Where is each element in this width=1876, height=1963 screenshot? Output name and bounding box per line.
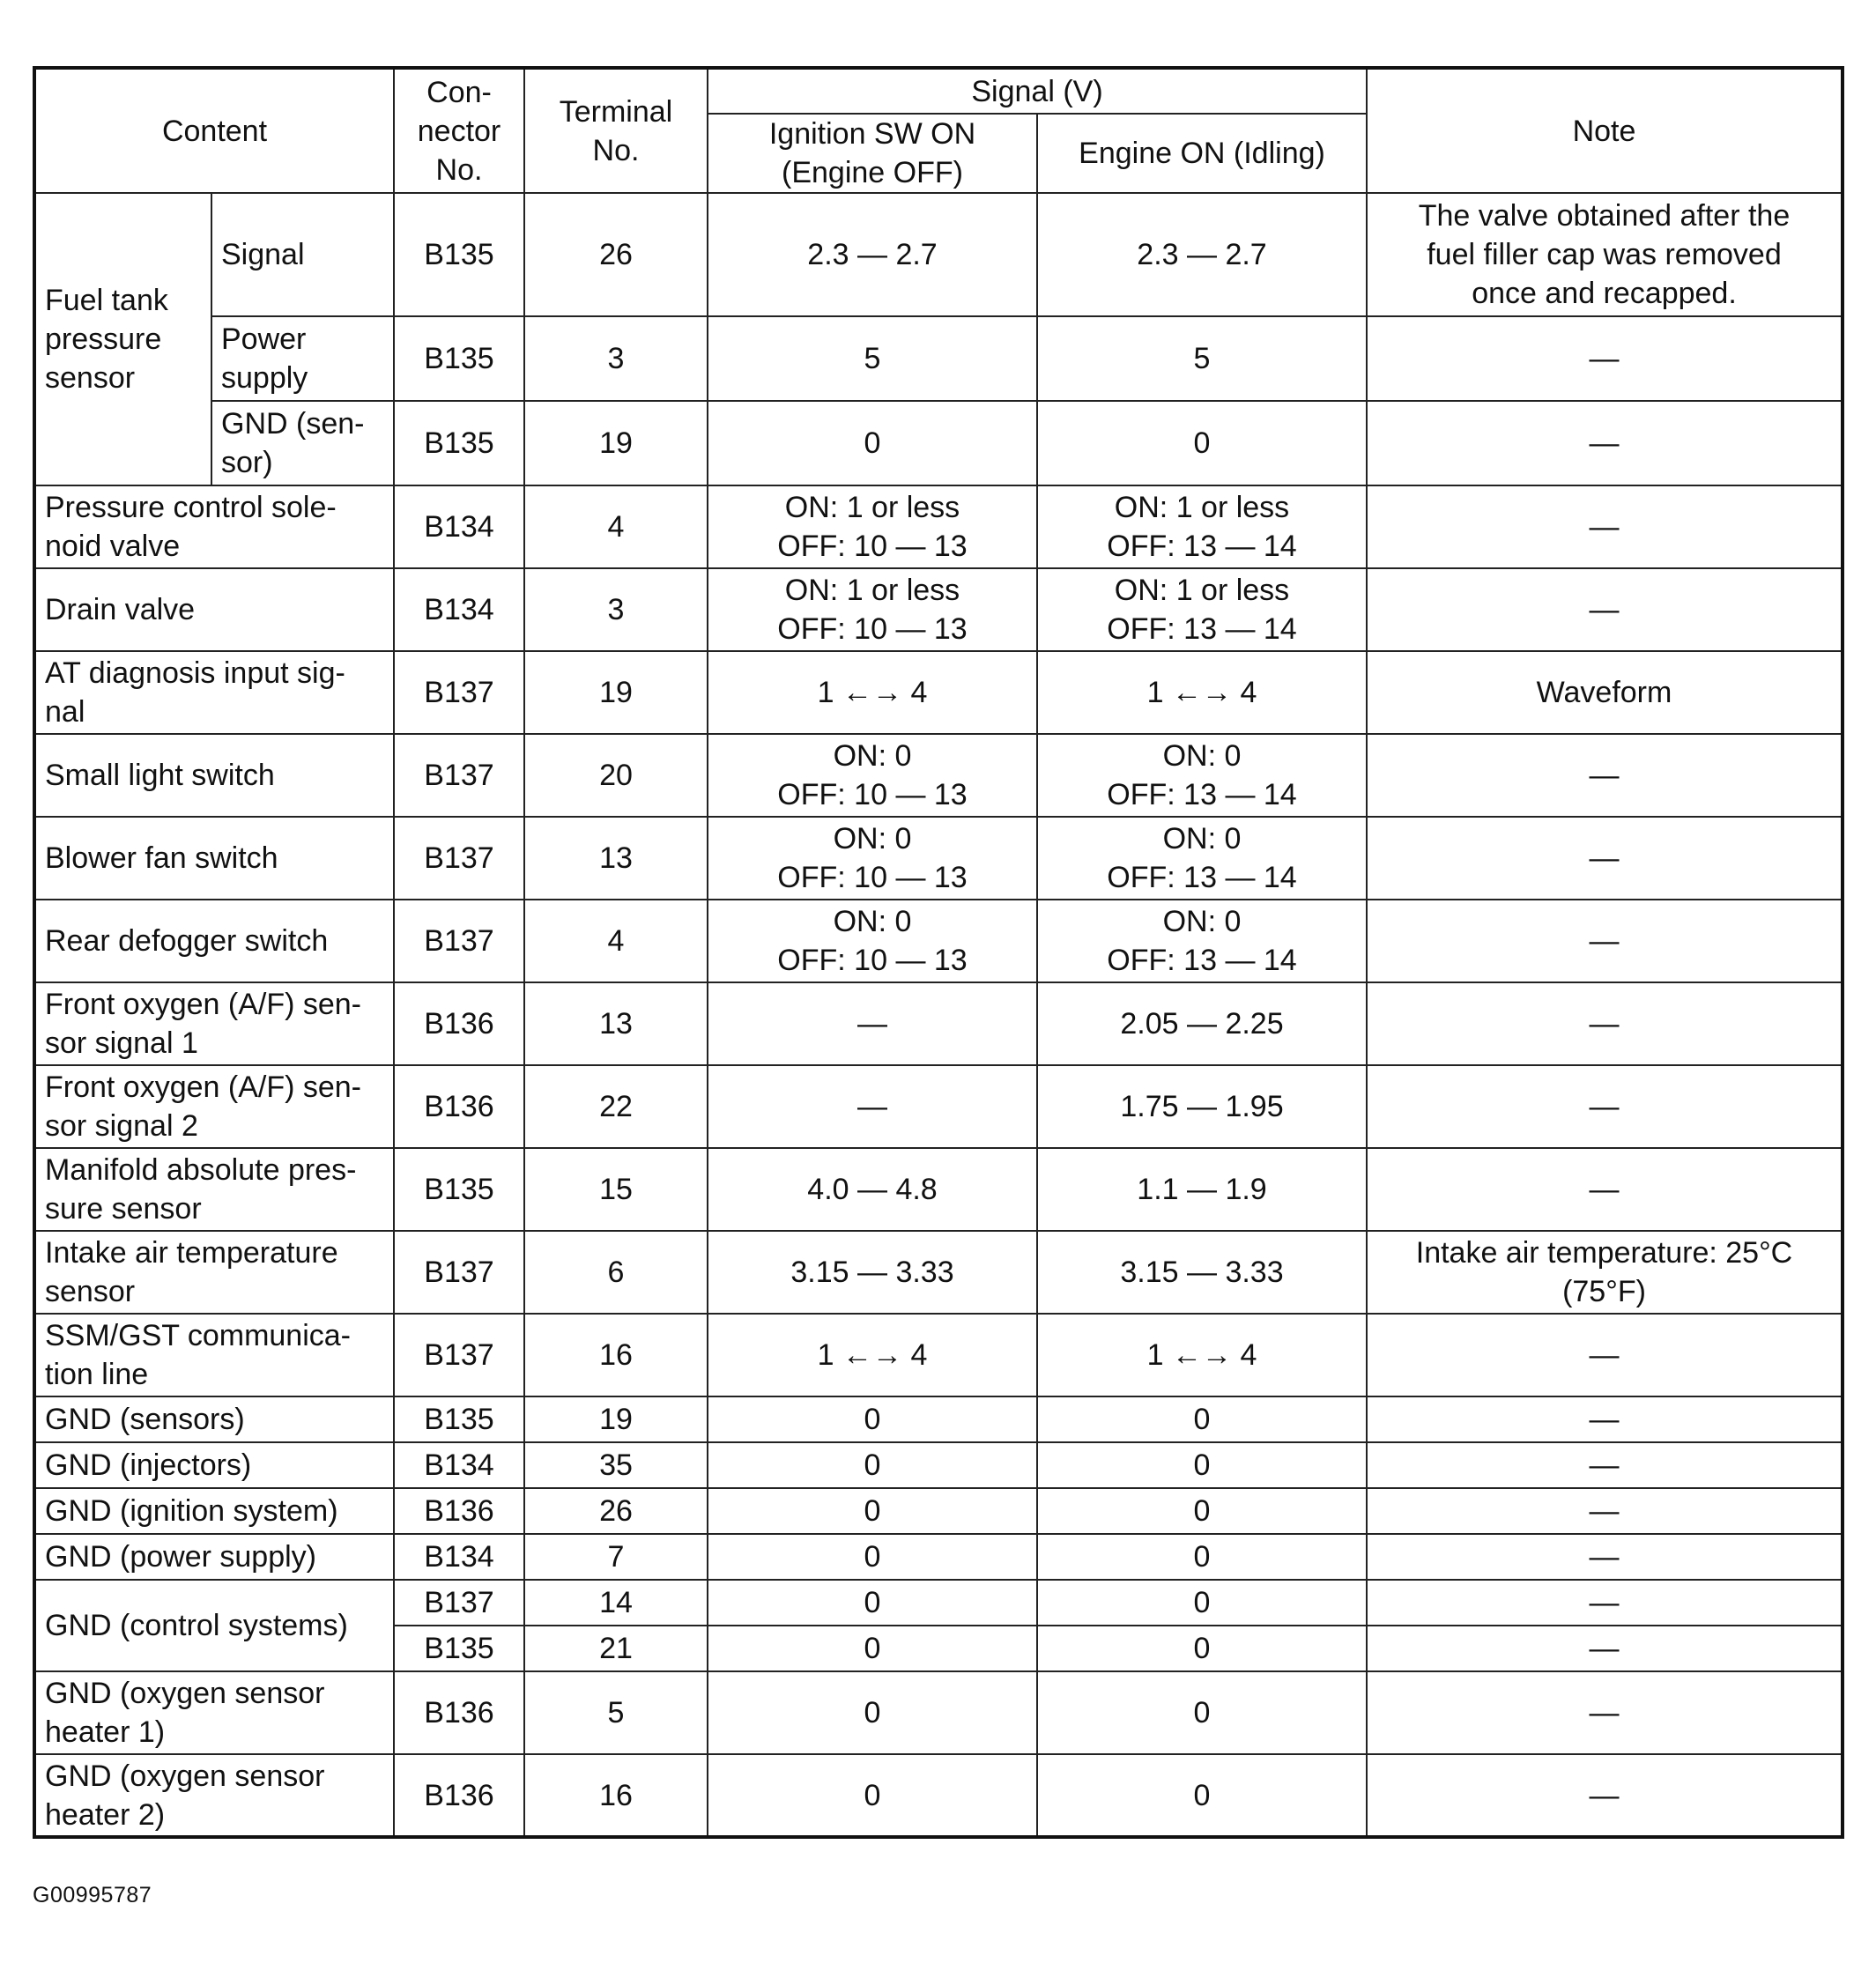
table-row [34, 1148, 1843, 1231]
connector-cell: B136 [394, 982, 524, 1065]
terminal-cell: 20 [524, 734, 708, 817]
header-connector-no: Con- nector No. [394, 68, 524, 193]
engine-signal-cell: 0 [1037, 1396, 1367, 1442]
terminal-cell: 7 [524, 1534, 708, 1580]
terminal-cell: 19 [524, 401, 708, 485]
sub-content: GND (sen- sor) [211, 401, 394, 485]
note-cell: — [1367, 900, 1843, 982]
table-row [34, 1231, 1843, 1314]
table-row [34, 1065, 1843, 1148]
connector-cell: B135 [394, 316, 524, 401]
note-cell: — [1367, 1396, 1843, 1442]
note-cell: — [1367, 1580, 1843, 1626]
ignition-signal-cell: 1 ←→ 4 [708, 651, 1037, 734]
header-ignition-on: Ignition SW ON (Engine OFF) [708, 114, 1037, 193]
note-cell: — [1367, 734, 1843, 817]
ignition-signal-cell: 2.3 — 2.7 [708, 193, 1037, 316]
engine-signal-cell: 1 ←→ 4 [1037, 651, 1367, 734]
terminal-cell: 16 [524, 1314, 708, 1396]
ignition-signal-cell: ON: 0 OFF: 10 — 13 [708, 900, 1037, 982]
engine-signal-cell: 2.05 — 2.25 [1037, 982, 1367, 1065]
note-cell: — [1367, 316, 1843, 401]
ignition-signal-cell: 0 [708, 1488, 1037, 1534]
ignition-signal-cell: 0 [708, 1626, 1037, 1671]
terminal-cell: 22 [524, 1065, 708, 1148]
engine-signal-cell: ON: 0 OFF: 13 — 14 [1037, 734, 1367, 817]
terminal-signal-table [33, 66, 1844, 1839]
connector-cell: B136 [394, 1754, 524, 1837]
table-row [34, 1534, 1843, 1580]
content-cell: GND (oxygen sensor heater 1) [34, 1671, 394, 1754]
engine-signal-cell: 0 [1037, 1442, 1367, 1488]
connector-cell: B134 [394, 568, 524, 651]
table-row [34, 193, 1843, 316]
engine-signal-cell: 0 [1037, 1534, 1367, 1580]
header-signal: Signal (V) [708, 68, 1367, 114]
engine-signal-cell: 5 [1037, 316, 1367, 401]
engine-signal-cell: 0 [1037, 1754, 1367, 1837]
terminal-cell: 13 [524, 982, 708, 1065]
terminal-cell: 21 [524, 1626, 708, 1671]
terminal-cell: 26 [524, 193, 708, 316]
table-row [34, 316, 1843, 401]
ignition-signal-cell: 5 [708, 316, 1037, 401]
note-cell: — [1367, 401, 1843, 485]
terminal-cell: 26 [524, 1488, 708, 1534]
header-engine-on: Engine ON (Idling) [1037, 114, 1367, 193]
note-cell: — [1367, 982, 1843, 1065]
engine-signal-cell: ON: 1 or less OFF: 13 — 14 [1037, 485, 1367, 568]
ignition-signal-cell: ON: 1 or less OFF: 10 — 13 [708, 485, 1037, 568]
content-cell: GND (injectors) [34, 1442, 394, 1488]
connector-cell: B136 [394, 1065, 524, 1148]
note-cell: — [1367, 1534, 1843, 1580]
table-row [34, 401, 1843, 485]
connector-cell: B135 [394, 1396, 524, 1442]
terminal-cell: 6 [524, 1231, 708, 1314]
engine-signal-cell: 0 [1037, 1580, 1367, 1626]
engine-signal-cell: 0 [1037, 401, 1367, 485]
ignition-signal-cell: 0 [708, 1580, 1037, 1626]
terminal-cell: 4 [524, 900, 708, 982]
ignition-signal-cell: — [708, 1065, 1037, 1148]
engine-signal-cell: 1 ←→ 4 [1037, 1314, 1367, 1396]
fuel-tank-group-label: Fuel tank pressure sensor [34, 193, 211, 485]
main-rows [34, 485, 1843, 1396]
table-row [34, 1671, 1843, 1754]
table-row [34, 734, 1843, 817]
note-cell: — [1367, 1148, 1843, 1231]
connector-cell: B137 [394, 900, 524, 982]
engine-signal-cell: 3.15 — 3.33 [1037, 1231, 1367, 1314]
table-row [34, 485, 1843, 568]
note-cell: — [1367, 1065, 1843, 1148]
ignition-signal-cell: ON: 1 or less OFF: 10 — 13 [708, 568, 1037, 651]
engine-signal-cell: 0 [1037, 1671, 1367, 1754]
content-cell: Rear defogger switch [34, 900, 394, 982]
terminal-cell: 15 [524, 1148, 708, 1231]
engine-signal-cell: 1.75 — 1.95 [1037, 1065, 1367, 1148]
figure-id: G00995787 [33, 1883, 152, 1907]
content-cell: Small light switch [34, 734, 394, 817]
connector-cell: B135 [394, 401, 524, 485]
terminal-cell: 5 [524, 1671, 708, 1754]
note-cell: — [1367, 1754, 1843, 1837]
terminal-cell: 35 [524, 1442, 708, 1488]
connector-cell: B137 [394, 817, 524, 900]
engine-signal-cell: ON: 0 OFF: 13 — 14 [1037, 817, 1367, 900]
note-cell: — [1367, 1488, 1843, 1534]
connector-cell: B134 [394, 1442, 524, 1488]
table-row [34, 1442, 1843, 1488]
ignition-signal-cell: 3.15 — 3.33 [708, 1231, 1037, 1314]
table-row [34, 1488, 1843, 1534]
content-cell: AT diagnosis input sig- nal [34, 651, 394, 734]
table-row [34, 982, 1843, 1065]
note-cell: — [1367, 1314, 1843, 1396]
content-cell: GND (control systems) [34, 1580, 394, 1671]
engine-signal-cell: 0 [1037, 1626, 1367, 1671]
table-row [34, 900, 1843, 982]
terminal-cell: 3 [524, 568, 708, 651]
note-cell: — [1367, 817, 1843, 900]
content-cell: Pressure control sole- noid valve [34, 485, 394, 568]
note-cell: — [1367, 485, 1843, 568]
content-cell: Front oxygen (A/F) sen- sor signal 2 [34, 1065, 394, 1148]
connector-cell: B134 [394, 485, 524, 568]
ignition-signal-cell: — [708, 982, 1037, 1065]
connector-cell: B137 [394, 1314, 524, 1396]
engine-signal-cell: 1.1 — 1.9 [1037, 1148, 1367, 1231]
note-cell: — [1367, 1626, 1843, 1671]
content-cell: Front oxygen (A/F) sen- sor signal 1 [34, 982, 394, 1065]
header-note: Note [1367, 68, 1843, 193]
content-cell: GND (power supply) [34, 1534, 394, 1580]
ignition-signal-cell: 0 [708, 1534, 1037, 1580]
engine-signal-cell: ON: 0 OFF: 13 — 14 [1037, 900, 1367, 982]
heater-rows [34, 1671, 1843, 1837]
connector-cell: B137 [394, 734, 524, 817]
ignition-signal-cell: 0 [708, 1396, 1037, 1442]
engine-signal-cell: 2.3 — 2.7 [1037, 193, 1367, 316]
content-cell: GND (sensors) [34, 1396, 394, 1442]
ignition-signal-cell: 4.0 — 4.8 [708, 1148, 1037, 1231]
engine-signal-cell: ON: 1 or less OFF: 13 — 14 [1037, 568, 1367, 651]
ignition-signal-cell: 1 ←→ 4 [708, 1314, 1037, 1396]
connector-cell: B134 [394, 1534, 524, 1580]
header-content: Content [34, 68, 394, 193]
note-cell: — [1367, 568, 1843, 651]
table-row [34, 1314, 1843, 1396]
connector-cell: B137 [394, 651, 524, 734]
ignition-signal-cell: 0 [708, 1671, 1037, 1754]
connector-cell: B135 [394, 193, 524, 316]
table-row [34, 568, 1843, 651]
note-cell: Waveform [1367, 651, 1843, 734]
content-cell: GND (oxygen sensor heater 2) [34, 1754, 394, 1837]
connector-cell: B135 [394, 1148, 524, 1231]
ignition-signal-cell: 0 [708, 401, 1037, 485]
note-cell: Intake air temperature: 25°C (75°F) [1367, 1231, 1843, 1314]
note-cell: — [1367, 1671, 1843, 1754]
connector-cell: B136 [394, 1488, 524, 1534]
sub-content: Power supply [211, 316, 394, 401]
content-cell: Manifold absolute pres- sure sensor [34, 1148, 394, 1231]
terminal-cell: 14 [524, 1580, 708, 1626]
sub-content: Signal [211, 193, 394, 316]
terminal-cell: 19 [524, 1396, 708, 1442]
ignition-signal-cell: ON: 0 OFF: 10 — 13 [708, 734, 1037, 817]
connector-cell: B137 [394, 1231, 524, 1314]
engine-signal-cell: 0 [1037, 1488, 1367, 1534]
terminal-cell: 4 [524, 485, 708, 568]
content-cell: GND (ignition system) [34, 1488, 394, 1534]
connector-cell: B136 [394, 1671, 524, 1754]
content-cell: Blower fan switch [34, 817, 394, 900]
gnd-rows [34, 1396, 1843, 1580]
terminal-cell: 13 [524, 817, 708, 900]
note-cell: The valve obtained after the fuel filler cap was removed once and recapped. [1367, 193, 1843, 316]
terminal-cell: 19 [524, 651, 708, 734]
table-row [34, 817, 1843, 900]
content-cell: Intake air temperature sensor [34, 1231, 394, 1314]
content-cell: SSM/GST communica- tion line [34, 1314, 394, 1396]
connector-cell: B135 [394, 1626, 524, 1671]
ignition-signal-cell: ON: 0 OFF: 10 — 13 [708, 817, 1037, 900]
table-row [34, 1396, 1843, 1442]
connector-cell: B137 [394, 1580, 524, 1626]
ignition-signal-cell: 0 [708, 1754, 1037, 1837]
terminal-cell: 3 [524, 316, 708, 401]
table-row [34, 1754, 1843, 1837]
table-row [34, 651, 1843, 734]
content-cell: Drain valve [34, 568, 394, 651]
ignition-signal-cell: 0 [708, 1442, 1037, 1488]
terminal-cell: 16 [524, 1754, 708, 1837]
table-row [34, 1580, 1843, 1626]
header-row-1 [34, 68, 1843, 114]
note-cell: — [1367, 1442, 1843, 1488]
header-terminal-no: Terminal No. [524, 68, 708, 193]
